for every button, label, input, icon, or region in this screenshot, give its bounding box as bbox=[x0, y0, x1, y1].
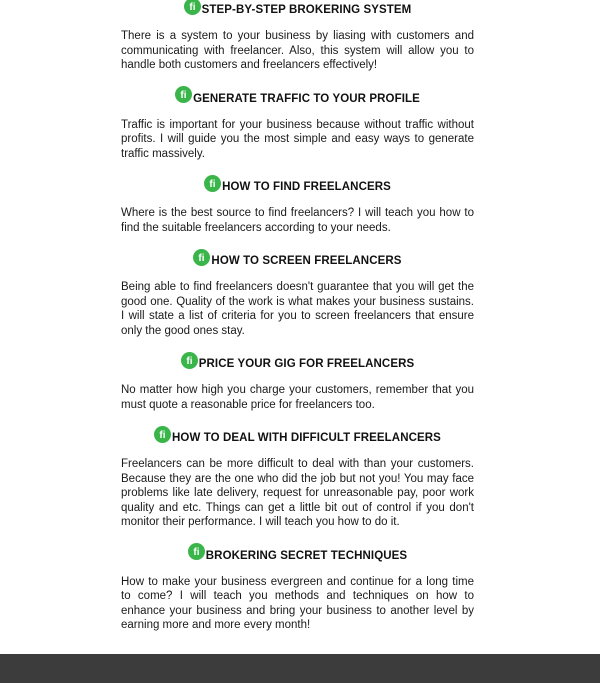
svg-text:fi: fi bbox=[193, 547, 200, 557]
section-heading bbox=[121, 251, 474, 271]
section-body: Where is the best source to find freelancers? I will teach you how to find the suitable freelancers according to your needs. bbox=[121, 207, 474, 234]
fiverr-logo-icon bbox=[184, 0, 201, 15]
feature-section bbox=[121, 354, 474, 412]
feature-section bbox=[121, 177, 474, 235]
section-heading-text: GENERATE TRAFFIC TO YOUR PROFILE bbox=[193, 92, 420, 105]
svg-text:fi: fi bbox=[198, 252, 206, 263]
svg-text:fi: fi bbox=[159, 429, 166, 440]
feature-section bbox=[121, 251, 474, 338]
section-heading-text: HOW TO FIND FREELANCERS bbox=[222, 181, 391, 193]
section-heading-text: HOW TO DEAL WITH DIFFICULT FREELANCERS bbox=[172, 432, 441, 444]
footer-bar bbox=[0, 654, 600, 683]
fiverr-logo-icon bbox=[175, 86, 192, 103]
feature-section bbox=[121, 0, 474, 73]
svg-text:fi: fi bbox=[186, 355, 193, 366]
svg-text:fi: fi bbox=[209, 178, 216, 189]
section-body: Freelancers can be more difficult to deal with than your customers. Because they are the one who did the job but not you! You may face problems like late delivery, request for unreasonable pay, poor work quality and etc. Things can get a little bit out of control if you don't monitor their performance. I will teach you how to do it. bbox=[121, 458, 474, 528]
section-heading bbox=[121, 177, 474, 197]
svg-text:fi: fi bbox=[188, 1, 196, 12]
fiverr-logo-icon bbox=[204, 175, 221, 192]
fiverr-logo-icon bbox=[193, 249, 210, 266]
section-heading bbox=[121, 0, 474, 20]
fiverr-logo-icon bbox=[188, 543, 205, 560]
section-heading-text: STEP-BY-STEP BROKERING SYSTEM bbox=[201, 4, 412, 16]
feature-section bbox=[121, 546, 474, 633]
section-body: How to make your business evergreen and continue for a long time to come? I will teach you methods and techniques on how to enhance your business and bring your business to another level by earning more and more every month! bbox=[121, 575, 474, 631]
section-heading bbox=[121, 354, 474, 374]
feature-list bbox=[121, 0, 474, 633]
section-body: No matter how high you charge your customers, remember that you must quote a reasonable price for freelancers too. bbox=[121, 384, 474, 411]
section-body: There is a system to your business by liasing with customers and communicating with freelancer. Also, this system will allow you to handle both customers and freelancers effectively! bbox=[121, 30, 474, 71]
svg-text:fi: fi bbox=[180, 90, 187, 100]
section-body: Traffic is important for your business because without traffic without profits. I will guide you the most simple and easy ways to generate traffic massively. bbox=[121, 118, 474, 160]
section-heading-text: HOW TO SCREEN FREELANCERS bbox=[211, 255, 402, 267]
section-heading bbox=[121, 428, 474, 448]
feature-section bbox=[121, 428, 474, 530]
section-heading bbox=[121, 546, 474, 566]
section-body: Being able to find freelancers doesn't guarantee that you will get the good one. Quality of the work is what makes your business sustains. I will state a list of criteria for you to screen freelancers that ensure only the good ones stay. bbox=[121, 281, 474, 337]
fiverr-logo-icon bbox=[154, 426, 171, 443]
feature-section bbox=[121, 89, 474, 162]
section-heading-text: BROKERING SECRET TECHNIQUES bbox=[205, 549, 408, 562]
fiverr-logo-icon bbox=[181, 352, 198, 369]
section-heading-text: PRICE YOUR GIG FOR FREELANCERS bbox=[198, 358, 415, 370]
section-heading bbox=[121, 89, 474, 109]
